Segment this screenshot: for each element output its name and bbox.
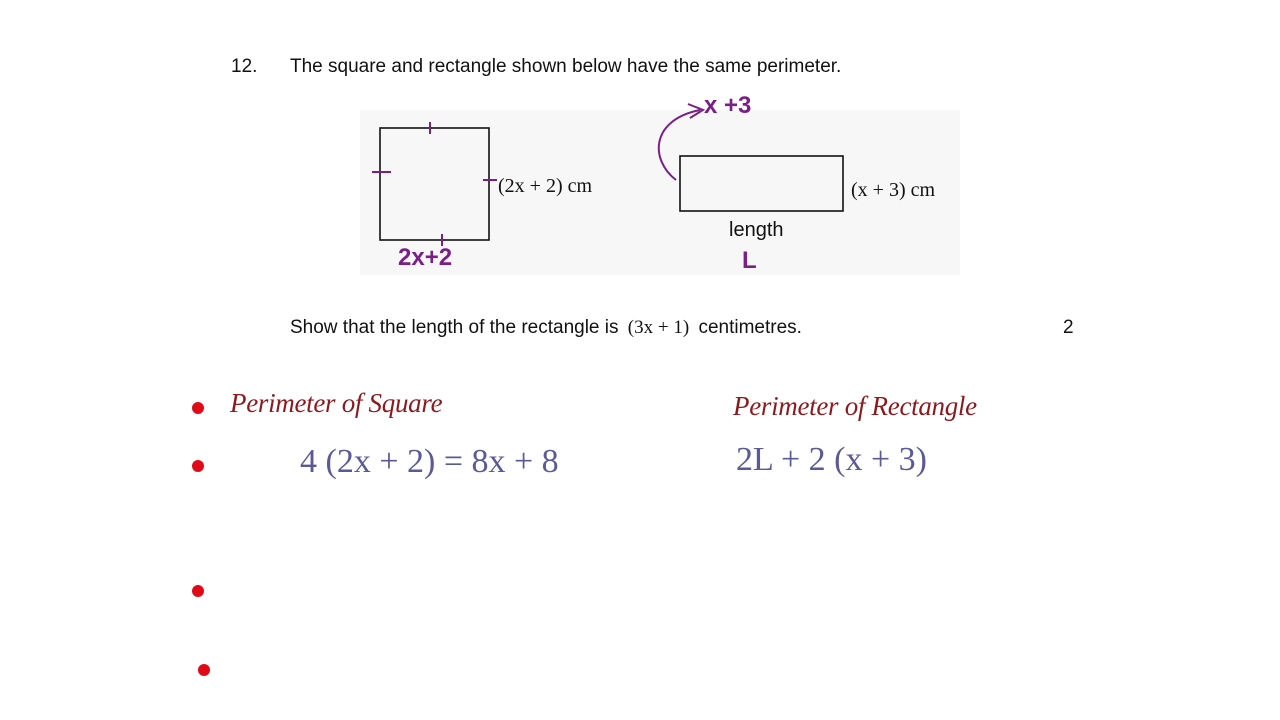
rect-perimeter-heading: Perimeter of Rectangle — [733, 391, 977, 421]
task-suffix: centimetres. — [698, 317, 802, 338]
length-symbol-annotation: L — [742, 247, 757, 274]
task-prefix: Show that the length of the rectangle is — [290, 317, 619, 338]
rect-side-label: (x + 3) cm — [851, 179, 936, 201]
rectangle-shape — [680, 156, 843, 211]
rect-perimeter-expression: 2L + 2 (x + 3) — [736, 441, 928, 478]
rect-top-annotation: x +3 — [704, 92, 752, 119]
task-expression: (3x + 1) — [627, 317, 690, 338]
task-line — [290, 317, 802, 339]
bullet-dot — [192, 402, 204, 414]
rect-length-label: length — [729, 219, 784, 241]
question-number: 12. — [231, 56, 258, 77]
bullet-dot — [192, 585, 204, 597]
marks-value: 2 — [1063, 317, 1074, 338]
bullet-dot — [198, 664, 210, 676]
square-perimeter-expression: 4 (2x + 2) = 8x + 8 — [300, 443, 559, 480]
square-bottom-annotation: 2x+2 — [398, 244, 453, 271]
square-perimeter-heading: Perimeter of Square — [230, 388, 443, 418]
bullet-dot — [192, 460, 204, 472]
square-shape — [380, 128, 489, 240]
square-side-label: (2x + 2) cm — [498, 175, 593, 197]
question-text: The square and rectangle shown below have the same perimeter. — [290, 56, 842, 77]
